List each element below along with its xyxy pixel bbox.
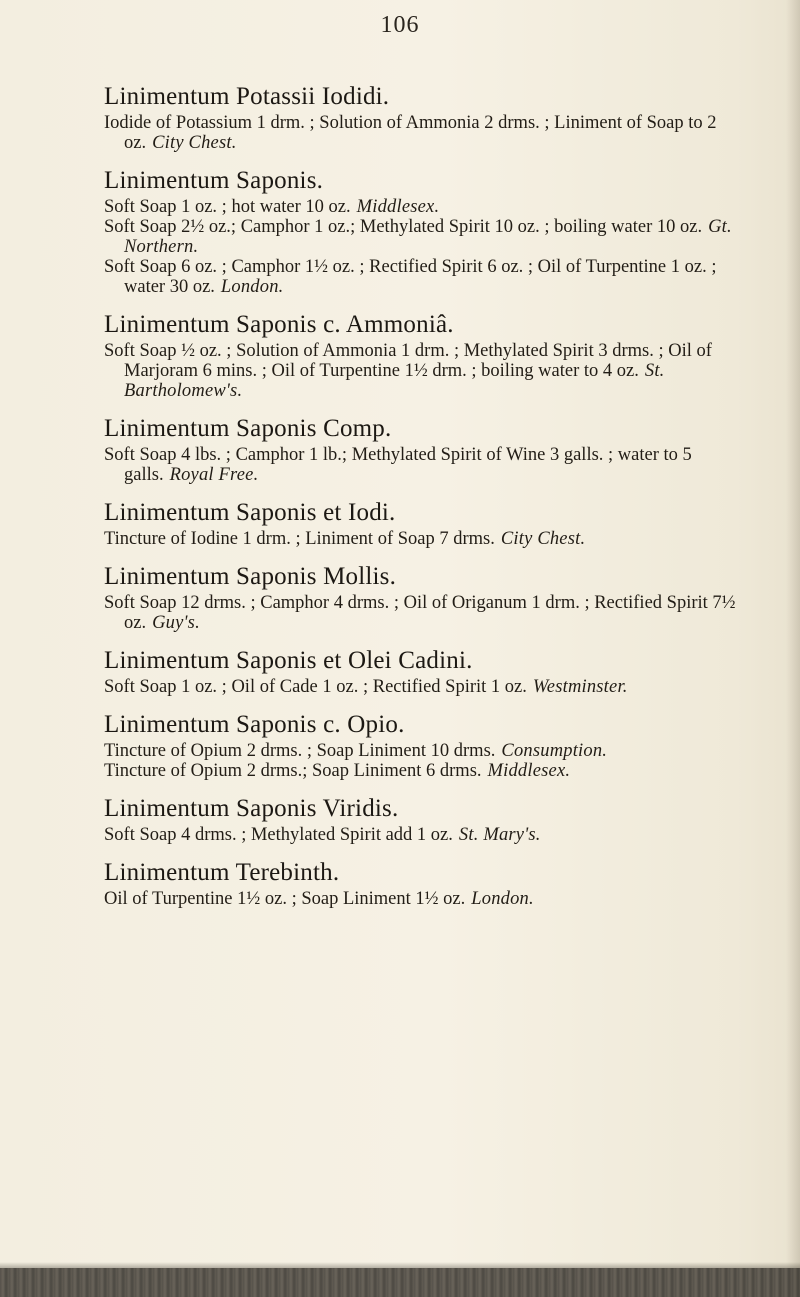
recipe-source: Middlesex. (487, 761, 571, 781)
recipe-line (104, 889, 744, 909)
recipe-line (104, 197, 744, 217)
recipe-text: Soft Soap 1 oz. ; Oil of Cade 1 oz. ; Rectified Spirit 1 oz. (104, 677, 527, 697)
recipe-line (104, 113, 744, 153)
recipe-source: Middlesex. (356, 197, 440, 217)
recipe-body (104, 445, 744, 485)
recipe-line (104, 257, 744, 297)
recipe-entry (104, 82, 744, 153)
recipe-heading: Linimentum Saponis Mollis. (104, 563, 397, 590)
recipe-heading: Linimentum Saponis Viridis. (104, 795, 399, 822)
recipe-text: Tincture of Iodine 1 drm. ; Liniment of Soap 7 drms. (104, 529, 495, 549)
recipe-body (104, 741, 744, 781)
recipe-body (104, 889, 744, 909)
recipe-entry (104, 858, 744, 909)
recipe-entry (104, 562, 744, 633)
recipe-source: Gt. Northern. (124, 217, 732, 257)
recipe-source: City Chest. (500, 529, 586, 549)
recipe-entry (104, 710, 744, 781)
scan-bottom-band (0, 1268, 800, 1297)
recipe-source: Consumption. (501, 741, 608, 761)
recipe-text: Soft Soap 4 drms. ; Methylated Spirit add 1 oz. (104, 825, 453, 845)
recipe-source: St. Mary's. (458, 825, 541, 845)
recipe-entry (104, 646, 744, 697)
recipe-entry (104, 414, 744, 485)
recipe-heading: Linimentum Potassii Iodidi. (104, 83, 390, 110)
recipe-text: Soft Soap 1 oz. ; hot water 10 oz. (104, 197, 351, 217)
recipe-line (104, 593, 744, 633)
recipe-heading: Linimentum Saponis c. Opio. (104, 711, 405, 738)
recipe-text: Soft Soap 2½ oz.; Camphor 1 oz.; Methylated Spirit 10 oz. ; boiling water 10 oz. (104, 217, 703, 237)
recipe-source: Westminster. (532, 677, 628, 697)
recipe-heading: Linimentum Saponis et Olei Cadini. (104, 647, 473, 674)
recipe-body (104, 677, 744, 697)
recipe-text: Soft Soap 6 oz. ; Camphor 1½ oz. ; Rectified Spirit 6 oz. ; Oil of Turpentine 1 oz. ; water 30 oz. (104, 257, 717, 297)
recipe-text: Iodide of Potassium 1 drm. ; Solution of Ammonia 2 drms. ; Liniment of Soap to 2 oz. (104, 113, 717, 153)
recipe-list (104, 82, 744, 922)
recipe-line (104, 529, 744, 549)
recipe-line (104, 445, 744, 485)
recipe-line (104, 761, 744, 781)
recipe-entry (104, 310, 744, 401)
recipe-text: Soft Soap 4 lbs. ; Camphor 1 lb.; Methylated Spirit of Wine 3 galls. ; water to 5 galls. (104, 445, 692, 485)
recipe-heading: Linimentum Terebinth. (104, 859, 340, 886)
recipe-heading: Linimentum Saponis et Iodi. (104, 499, 396, 526)
recipe-line (104, 341, 744, 401)
recipe-source: City Chest. (152, 133, 237, 153)
recipe-source: London. (471, 889, 534, 909)
recipe-text: Oil of Turpentine 1½ oz. ; Soap Liniment 1½ oz. (104, 889, 466, 909)
recipe-text: Soft Soap 12 drms. ; Camphor 4 drms. ; Oil of Origanum 1 drm. ; Rectified Spirit 7½ oz. (104, 593, 736, 633)
recipe-body (104, 197, 744, 297)
recipe-heading: Linimentum Saponis. (104, 167, 324, 194)
recipe-heading: Linimentum Saponis c. Ammoniâ. (104, 311, 454, 338)
recipe-body (104, 593, 744, 633)
recipe-text: Tincture of Opium 2 drms. ; Soap Liniment 10 drms. (104, 741, 496, 761)
recipe-entry (104, 498, 744, 549)
recipe-text: Soft Soap ½ oz. ; Solution of Ammonia 1 drm. ; Methylated Spirit 3 drms. ; Oil of Marjoram 6 mins. ; Oil of Turpentine 1½ drm. ; boiling water to 4 oz. (104, 341, 712, 381)
recipe-body (104, 341, 744, 401)
recipe-body (104, 825, 744, 845)
recipe-body (104, 529, 744, 549)
recipe-source: London. (220, 277, 284, 297)
recipe-entry (104, 166, 744, 297)
recipe-line (104, 217, 744, 257)
recipe-heading: Linimentum Saponis Comp. (104, 415, 392, 442)
recipe-line (104, 741, 744, 761)
recipe-entry (104, 794, 744, 845)
page-number: 106 (380, 12, 420, 38)
recipe-line (104, 825, 744, 845)
recipe-text: Tincture of Opium 2 drms.; Soap Liniment 6 drms. (104, 761, 482, 781)
recipe-source: St. Bartholomew's. (124, 361, 665, 401)
recipe-source: Guy's. (152, 613, 200, 633)
recipe-line (104, 677, 744, 697)
page-edge-shadow (786, 0, 800, 1297)
recipe-source: Royal Free. (169, 465, 259, 485)
recipe-body (104, 113, 744, 153)
